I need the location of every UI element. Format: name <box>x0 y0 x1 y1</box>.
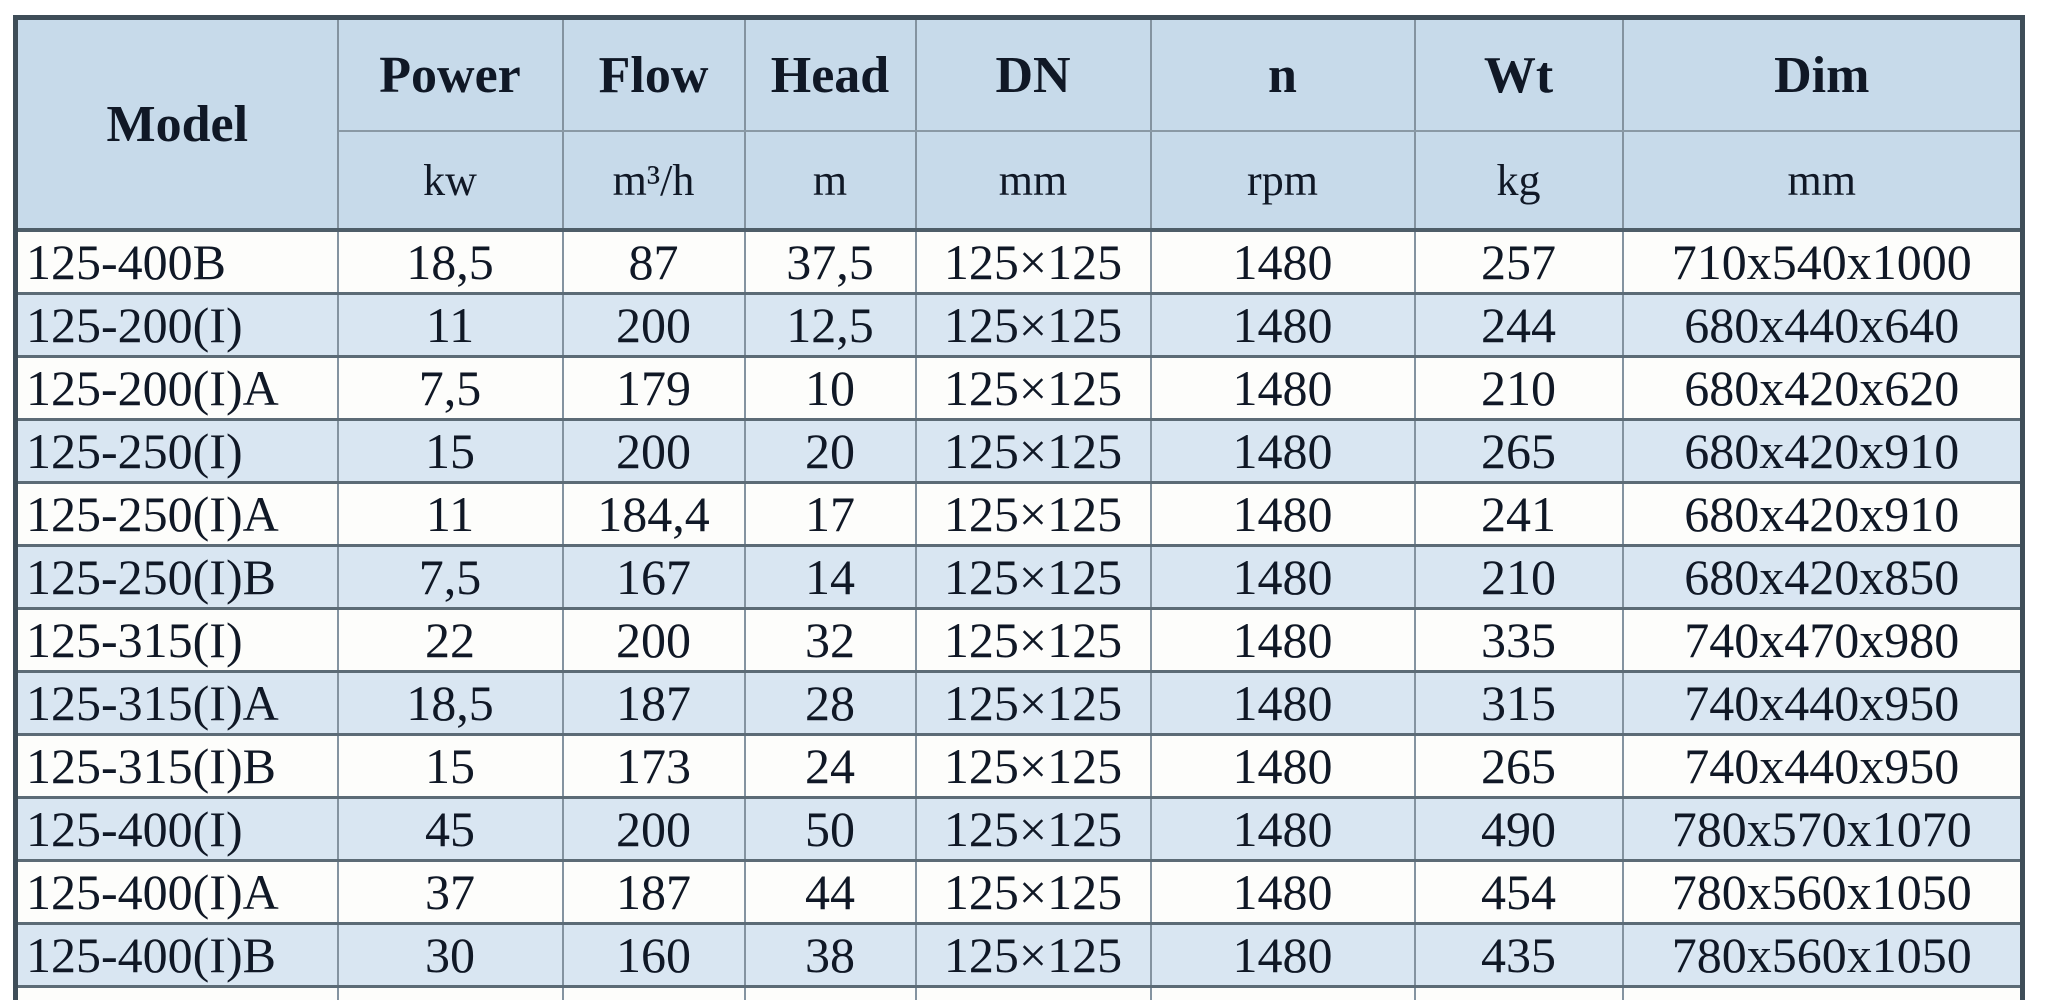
cell-head: 28 <box>745 672 916 735</box>
cell-wt: 435 <box>1415 924 1623 987</box>
cell-model: 125-200(I)A <box>16 357 338 420</box>
unit-dim: mm <box>1623 131 2023 230</box>
cell-head: 12,5 <box>745 294 916 357</box>
cell-flow: 200 <box>563 294 745 357</box>
cell-dim: 780x560x1050 <box>1623 861 2023 924</box>
header-name-row <box>16 18 2023 132</box>
cell-power: 18,5 <box>338 230 563 294</box>
cell-power: 18,5 <box>338 672 563 735</box>
unit-flow: m³/h <box>563 131 745 230</box>
cell-dn: 125×125 <box>916 230 1151 294</box>
cell-flow: 187 <box>563 672 745 735</box>
cell-wt: 490 <box>1415 798 1623 861</box>
cell-model: 125-200(I) <box>16 294 338 357</box>
cell-head: 50 <box>745 798 916 861</box>
cell-power: 15 <box>338 420 563 483</box>
cell-head: 37,5 <box>745 230 916 294</box>
cell-n: 1480 <box>1151 735 1415 798</box>
cell-wt: 265 <box>1415 735 1623 798</box>
cell-dim: 680x420x910 <box>1623 483 2023 546</box>
cell-n: 1480 <box>1151 861 1415 924</box>
table-row <box>16 483 2023 546</box>
table-row <box>16 861 2023 924</box>
cell-n: 1480 <box>1151 420 1415 483</box>
cell-model: 125-400B <box>16 230 338 294</box>
cell-flow: 173 <box>563 735 745 798</box>
cell-dim: 740x470x980 <box>1623 609 2023 672</box>
cell-flow: 167 <box>563 546 745 609</box>
cell-wt: 265 <box>1415 420 1623 483</box>
col-header-head: Head <box>745 18 916 132</box>
cell-flow: 200 <box>563 420 745 483</box>
cell-wt: 244 <box>1415 294 1623 357</box>
cell-model: 125-315(I)A <box>16 672 338 735</box>
cell-dn: 125×125 <box>916 672 1151 735</box>
col-header-power: Power <box>338 18 563 132</box>
unit-dn: mm <box>916 131 1151 230</box>
cell-flow: 184,4 <box>563 483 745 546</box>
cell-wt: 335 <box>1415 609 1623 672</box>
col-header-flow: Flow <box>563 18 745 132</box>
col-header-wt: Wt <box>1415 18 1623 132</box>
col-header-dn: DN <box>916 18 1151 132</box>
cell-flow: 179 <box>563 357 745 420</box>
pump-spec-table <box>13 15 2025 1000</box>
cell-power: 15 <box>338 735 563 798</box>
table-row <box>16 420 2023 483</box>
spec-table-body <box>16 230 2023 987</box>
cell-wt: 210 <box>1415 546 1623 609</box>
cell-n: 1480 <box>1151 546 1415 609</box>
unit-n: rpm <box>1151 131 1415 230</box>
cell-power: 11 <box>338 294 563 357</box>
cell-model: 125-400(I)B <box>16 924 338 987</box>
cell-head: 10 <box>745 357 916 420</box>
cell-dn: 125×125 <box>916 546 1151 609</box>
cell-dim: 740x440x950 <box>1623 672 2023 735</box>
cell-power: 7,5 <box>338 546 563 609</box>
col-header-n: n <box>1151 18 1415 132</box>
table-row <box>16 735 2023 798</box>
cell-model: 125-400(I) <box>16 798 338 861</box>
unit-power: kw <box>338 131 563 230</box>
cell-dim: 740x440x950 <box>1623 735 2023 798</box>
cell-dim: 680x420x620 <box>1623 357 2023 420</box>
cell-dim: 680x420x850 <box>1623 546 2023 609</box>
cell-model: 125-315(I) <box>16 609 338 672</box>
cell-dim: 710x540x1000 <box>1623 230 2023 294</box>
cell-n: 1480 <box>1151 230 1415 294</box>
cell-flow: 187 <box>563 861 745 924</box>
cell-dim: 780x560x1050 <box>1623 924 2023 987</box>
cell-power: 22 <box>338 609 563 672</box>
table-header <box>16 18 2023 231</box>
cell-dn: 125×125 <box>916 798 1151 861</box>
cell-power: 11 <box>338 483 563 546</box>
cell-dim: 680x420x910 <box>1623 420 2023 483</box>
table-row <box>16 294 2023 357</box>
cell-n: 1480 <box>1151 357 1415 420</box>
cell-dn: 125×125 <box>916 420 1151 483</box>
cell-n: 1480 <box>1151 609 1415 672</box>
cell-head: 24 <box>745 735 916 798</box>
cell-dn: 125×125 <box>916 609 1151 672</box>
cell-power: 37 <box>338 861 563 924</box>
cell-dim: 680x440x640 <box>1623 294 2023 357</box>
cell-flow: 200 <box>563 798 745 861</box>
table-row <box>16 609 2023 672</box>
cell-flow: 200 <box>563 609 745 672</box>
col-header-model: Model <box>16 18 338 231</box>
col-header-dim: Dim <box>1623 18 2023 132</box>
cell-flow: 87 <box>563 230 745 294</box>
table-row <box>16 672 2023 735</box>
cell-model: 125-250(I)B <box>16 546 338 609</box>
cell-power: 45 <box>338 798 563 861</box>
table-row <box>16 924 2023 987</box>
cell-wt: 241 <box>1415 483 1623 546</box>
cell-head: 14 <box>745 546 916 609</box>
cell-power: 7,5 <box>338 357 563 420</box>
table-row <box>16 546 2023 609</box>
cell-wt: 315 <box>1415 672 1623 735</box>
cell-dn: 125×125 <box>916 483 1151 546</box>
cell-n: 1480 <box>1151 294 1415 357</box>
unit-head: m <box>745 131 916 230</box>
cell-dn: 125×125 <box>916 924 1151 987</box>
table-row <box>16 230 2023 294</box>
cell-head: 17 <box>745 483 916 546</box>
cell-n: 1480 <box>1151 798 1415 861</box>
table-row <box>16 798 2023 861</box>
cell-dn: 125×125 <box>916 735 1151 798</box>
cell-model: 125-400(I)A <box>16 861 338 924</box>
cell-head: 20 <box>745 420 916 483</box>
cell-head: 38 <box>745 924 916 987</box>
cell-wt: 257 <box>1415 230 1623 294</box>
table-row-partial <box>16 987 2023 1000</box>
unit-wt: kg <box>1415 131 1623 230</box>
cell-n: 1480 <box>1151 672 1415 735</box>
cell-dn: 125×125 <box>916 294 1151 357</box>
cell-model: 125-250(I)A <box>16 483 338 546</box>
cell-n: 1480 <box>1151 483 1415 546</box>
clipped-next-row <box>16 987 2023 1000</box>
cell-head: 44 <box>745 861 916 924</box>
cell-dim: 780x570x1070 <box>1623 798 2023 861</box>
cell-wt: 210 <box>1415 357 1623 420</box>
cell-n: 1480 <box>1151 924 1415 987</box>
cell-model: 125-250(I) <box>16 420 338 483</box>
cell-wt: 454 <box>1415 861 1623 924</box>
cell-dn: 125×125 <box>916 861 1151 924</box>
table-row <box>16 357 2023 420</box>
cell-model: 125-315(I)B <box>16 735 338 798</box>
cell-head: 32 <box>745 609 916 672</box>
cell-dn: 125×125 <box>916 357 1151 420</box>
cell-flow: 160 <box>563 924 745 987</box>
cell-power: 30 <box>338 924 563 987</box>
